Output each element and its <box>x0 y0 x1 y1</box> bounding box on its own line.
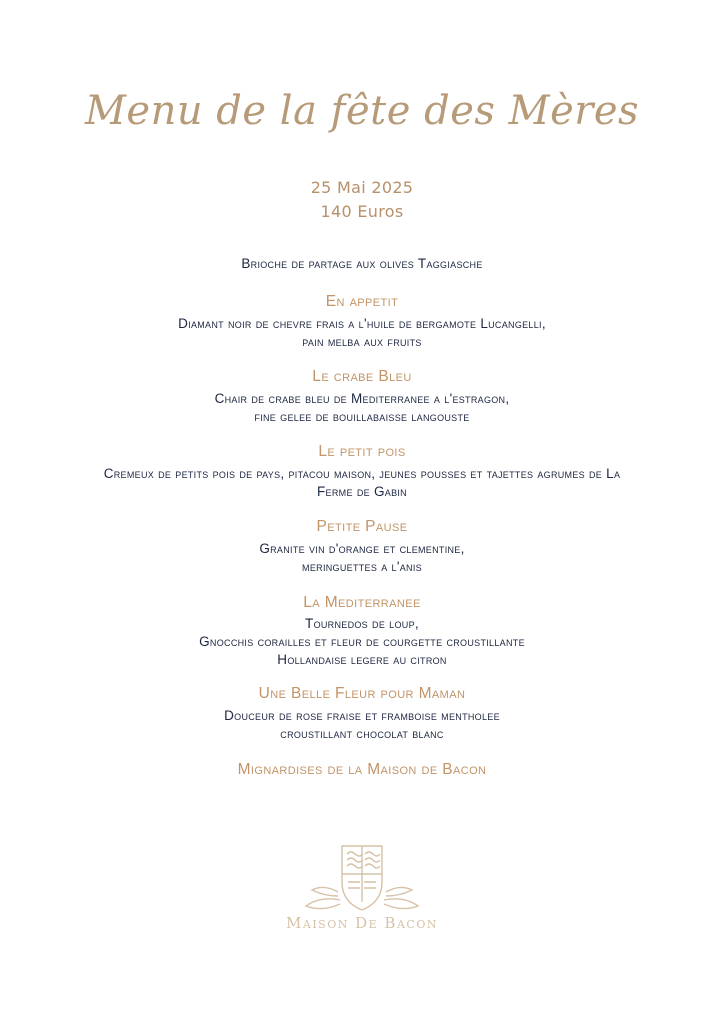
brand-name: Maison De Bacon <box>286 914 438 932</box>
section-line: fine gelee de bouillabaisse langouste <box>254 409 470 424</box>
section-line: Douceur de rose fraise et framboise mentholee <box>224 708 500 723</box>
section-line: Ferme de Gabin <box>317 484 407 499</box>
menu-title: Menu de la fête des Mères <box>84 88 640 134</box>
intro-item: Brioche de partage aux olives Taggiasche <box>241 256 483 271</box>
section-heading-petite-pause: Petite Pause <box>316 518 408 535</box>
menu-price: 140 Euros <box>320 202 404 221</box>
section-line: Diamant noir de chevre frais a l'huile de bergamote Lucangelli, <box>178 316 546 331</box>
section-line: Tournedos de loup, <box>305 616 419 631</box>
section-heading-le-crabe-bleu: Le crabe Bleu <box>312 368 412 385</box>
closing-mignardises: Mignardises de la Maison de Bacon <box>237 761 487 778</box>
section-heading-la-mediterranee: La Mediterranee <box>303 594 421 611</box>
section-line: meringuettes a l'anis <box>302 559 422 574</box>
section-line: Hollandaise legere au citron <box>277 652 447 667</box>
section-heading-en-appetit: En appetit <box>325 293 399 310</box>
section-line: pain melba aux fruits <box>302 334 422 349</box>
section-line: Gnocchis corailles et fleur de courgette croustillante <box>199 634 525 649</box>
menu-date: 25 Mai 2025 <box>310 178 414 197</box>
section-heading-le-petit-pois: Le petit pois <box>318 443 406 460</box>
section-heading-une-belle-fleur: Une Belle Fleur pour Maman <box>258 685 466 702</box>
section-line: croustillant chocolat blanc <box>280 726 444 741</box>
section-line: Granite vin d'orange et clementine, <box>259 541 465 556</box>
section-line: Chair de crabe bleu de Mediterranee a l'estragon, <box>214 391 510 406</box>
section-line: Cremeux de petits pois de pays, pitacou maison, jeunes pousses et tajettes agrumes de La <box>103 466 621 481</box>
